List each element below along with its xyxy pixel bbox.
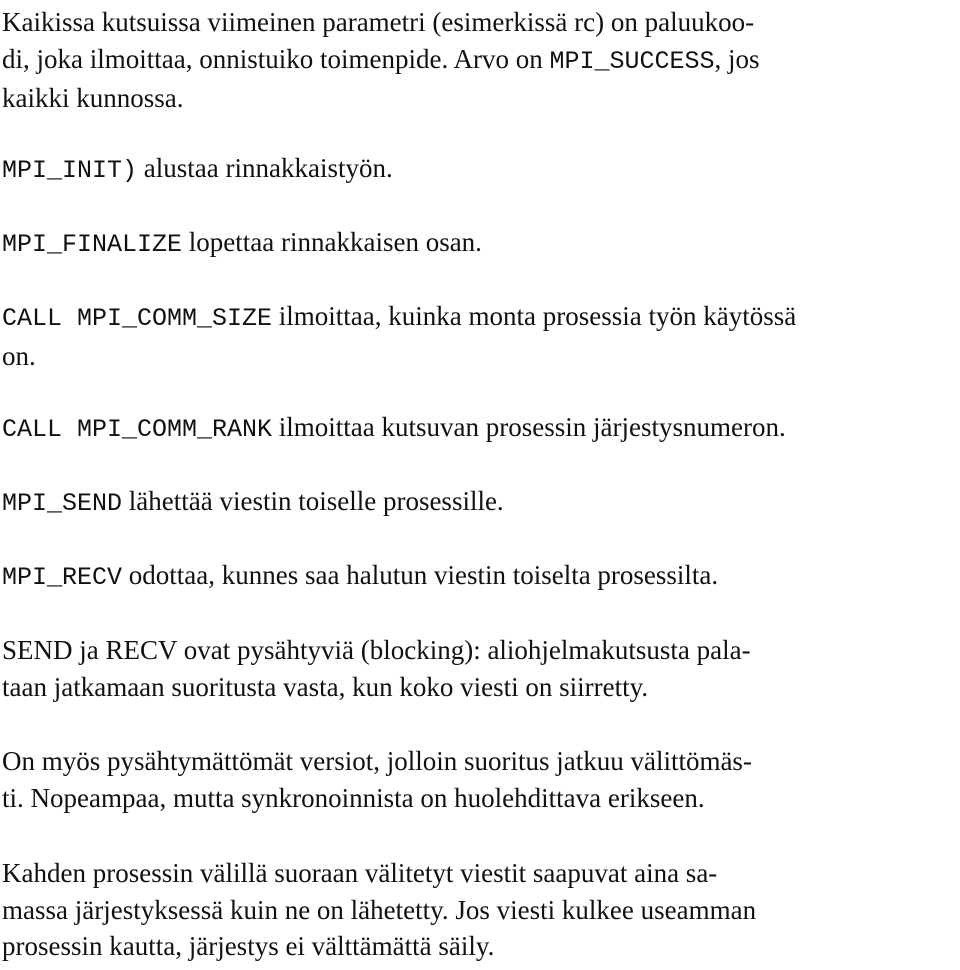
- paragraph-line: on.: [2, 340, 36, 371]
- paragraph-text: , jos: [714, 43, 760, 74]
- paragraph-text: di, joka ilmoittaa, onnistuiko toimenpide. Arvo on: [2, 43, 550, 74]
- code-mpi-init: MPI_INIT): [2, 156, 138, 185]
- code-mpi-comm-rank: CALL MPI_COMM_RANK: [2, 415, 273, 444]
- code-mpi-recv: MPI_RECV: [2, 563, 123, 592]
- paragraph-line: Kaikissa kutsuissa viimeinen parametri (esimerkissä rc) on paluukoo-: [2, 7, 755, 37]
- paragraph-line: taan jatkamaan suoritusta vasta, kun koko viesti on siirretty.: [2, 671, 649, 702]
- paragraph-text: lähettää viestin toiselle prosessille.: [122, 486, 504, 516]
- paragraph-mpi-init: [2, 150, 393, 190]
- paragraph-text: lopettaa rinnakkaisen osan.: [182, 227, 482, 257]
- paragraph-line: On myös pysähtymättömät versiot, jolloin suoritus jatkuu välittömäs-: [2, 746, 752, 776]
- paragraph-text: alustaa rinnakkaistyön.: [137, 153, 393, 183]
- paragraph-text: odottaa, kunnes saa halutun viestin toiselta prosessilta.: [122, 560, 719, 590]
- paragraph-line: kaikki kunnossa.: [2, 83, 184, 113]
- paragraph-mpi-finalize: [2, 224, 482, 264]
- paragraph-message-order: [2, 855, 756, 965]
- paragraph-text: ilmoittaa, kuinka monta prosessia työn käytössä: [272, 301, 797, 331]
- paragraph-line: Kahden prosessin välillä suoraan välitetyt viestit saapuvat aina sa-: [2, 858, 718, 888]
- paragraph-text: ilmoittaa kutsuvan prosessin järjestysnumeron.: [272, 412, 786, 442]
- paragraph-line: SEND ja RECV ovat pysähtyviä (blocking): aliohjelmakutsusta pala-: [2, 635, 751, 665]
- paragraph-nonblocking: [2, 743, 752, 816]
- code-mpi-send: MPI_SEND: [2, 489, 123, 518]
- paragraph-mpi-comm-size: [2, 298, 796, 374]
- paragraph-line: ti. Nopeampaa, mutta synkronoinnista on huolehdittava erikseen.: [2, 782, 705, 813]
- paragraph-mpi-comm-rank: [2, 409, 786, 449]
- code-mpi-finalize: MPI_FINALIZE: [2, 230, 183, 259]
- code-mpi-comm-size: CALL MPI_COMM_SIZE: [2, 304, 273, 333]
- paragraph-line: prosessin kautta, järjestys ei välttämättä säily.: [2, 931, 495, 961]
- paragraph-return-code: [2, 4, 760, 117]
- paragraph-line: massa järjestyksessä kuin ne on lähetetty. Jos viesti kulkee useamman: [2, 894, 757, 925]
- paragraph-mpi-recv: [2, 557, 718, 597]
- paragraph-mpi-send: [2, 483, 504, 523]
- paragraph-blocking: [2, 632, 751, 705]
- code-mpi-success: MPI_SUCCESS: [549, 46, 715, 76]
